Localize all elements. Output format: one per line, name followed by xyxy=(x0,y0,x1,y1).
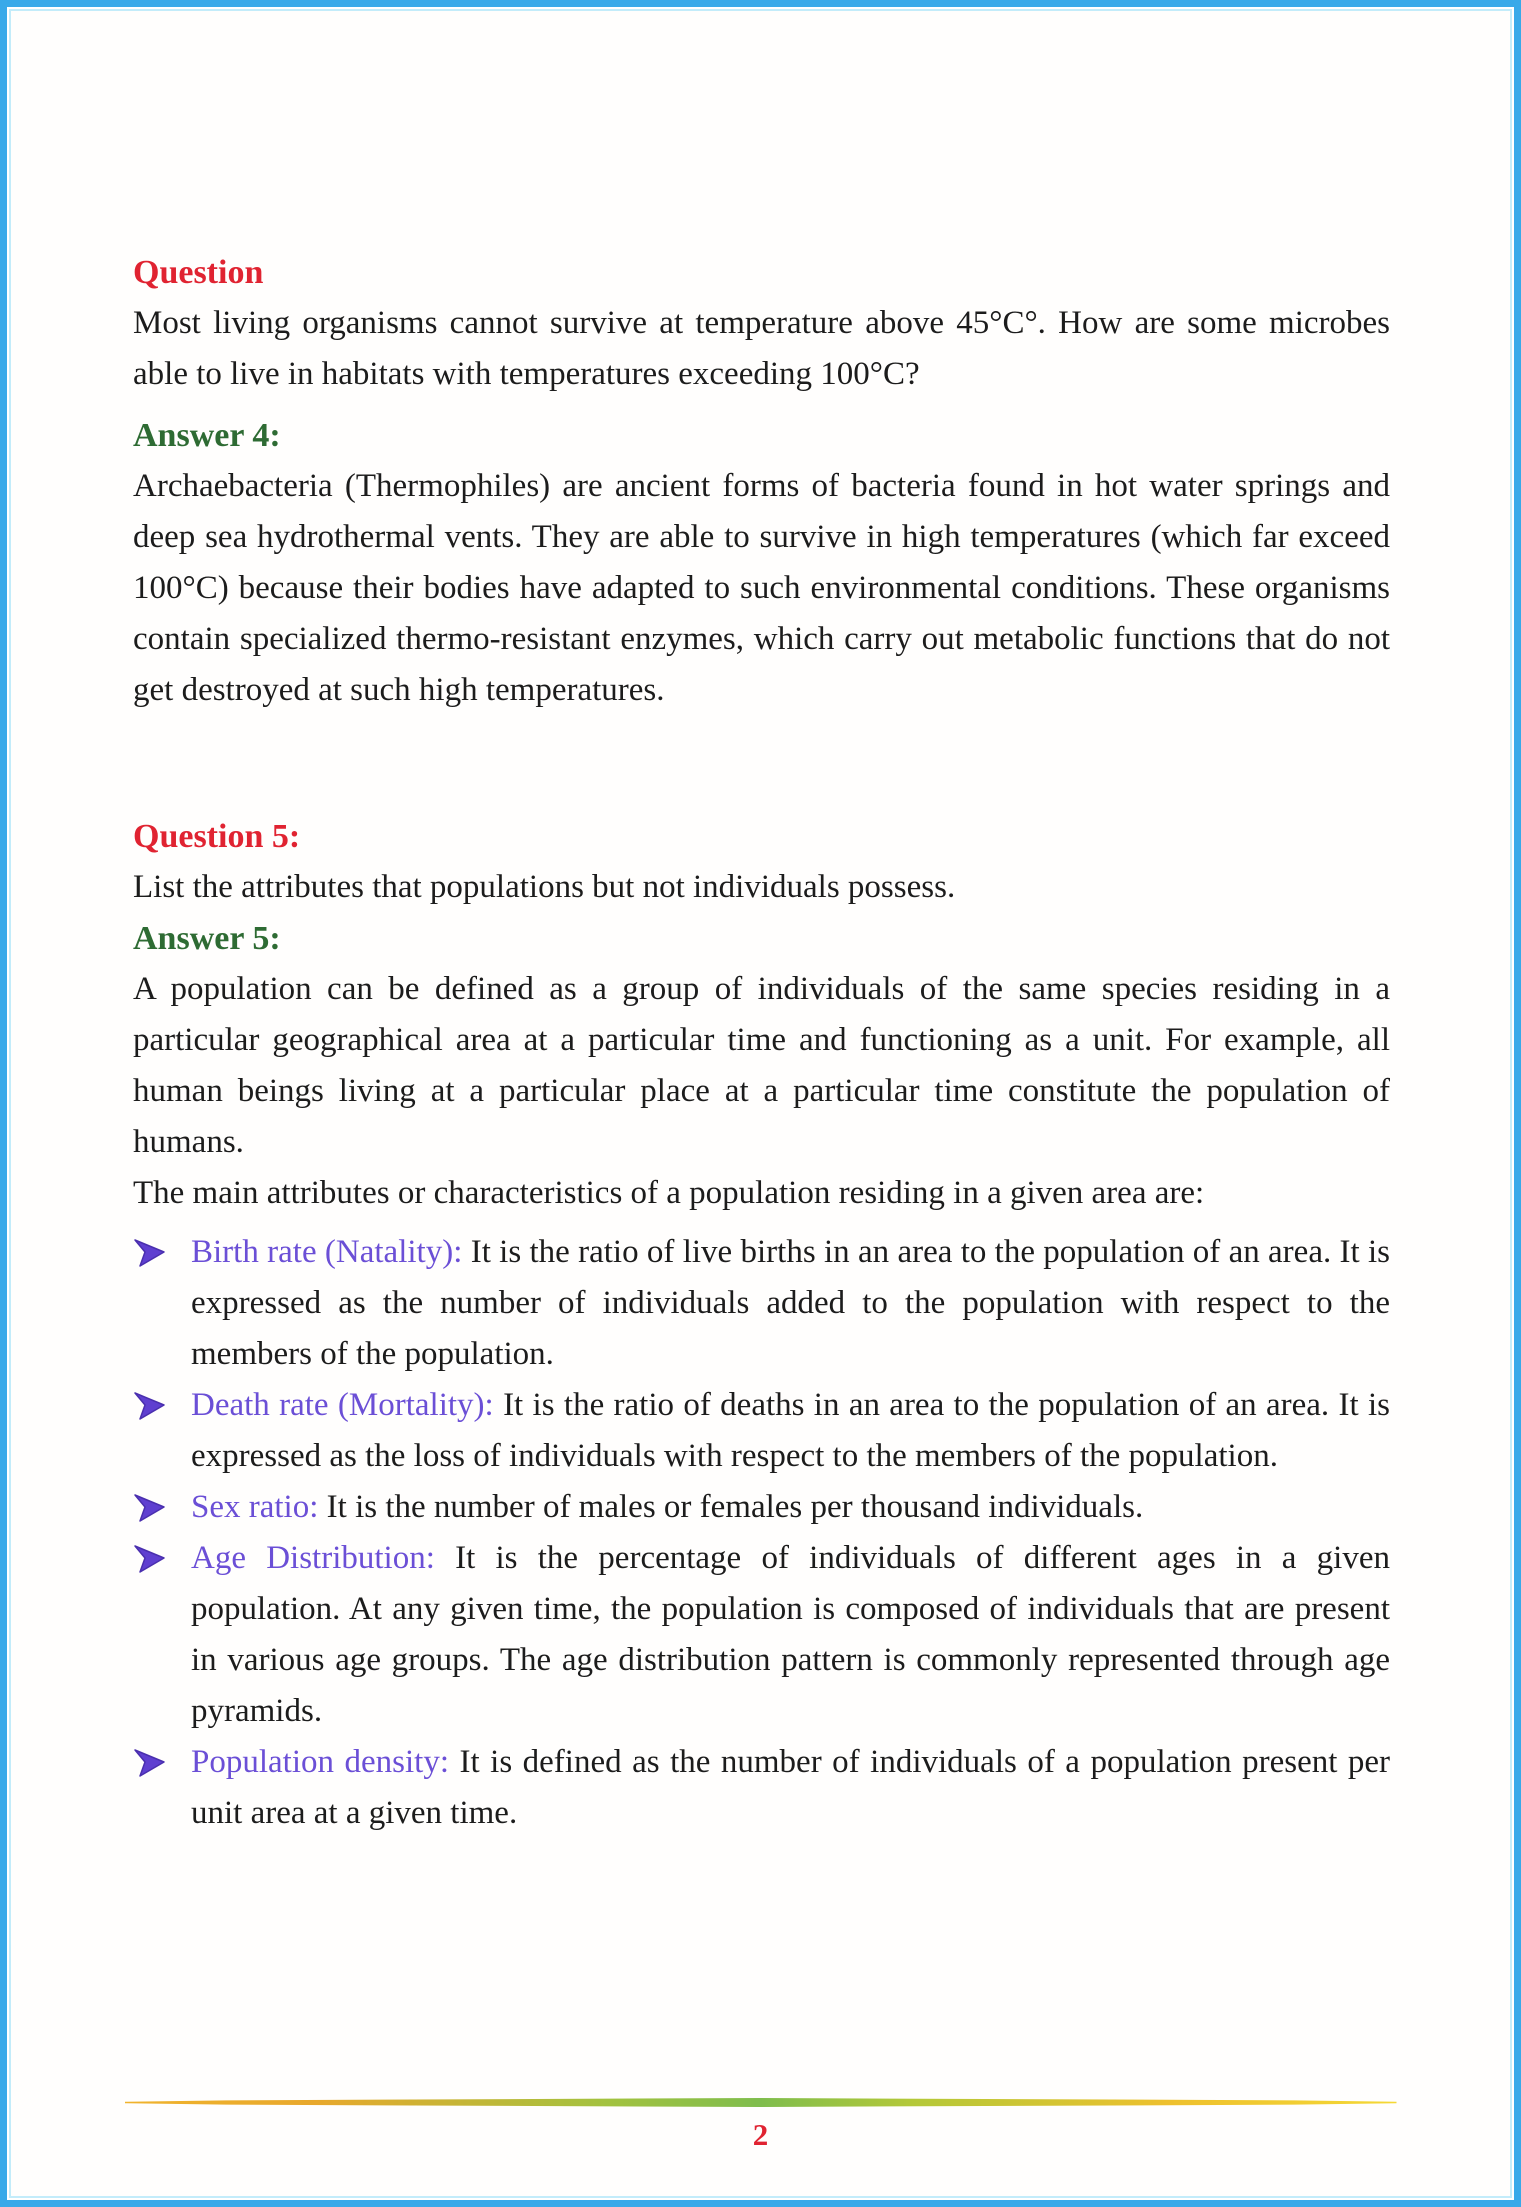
attribute-definition: It is defined as the number of individuals of a population present per unit area at a given time. xyxy=(191,1744,1391,1831)
list-item xyxy=(133,1482,1390,1533)
attribute-term: Population density: xyxy=(191,1744,449,1780)
arrowhead-bullet-icon xyxy=(133,1747,167,1779)
list-item xyxy=(133,1533,1390,1737)
page-footer xyxy=(7,2098,1514,2155)
attribute-definition: It is the ratio of deaths in an area to the population of an area. It is expressed as the loss of individuals with respect to the members of the population. xyxy=(191,1387,1391,1474)
attribute-definition: It is the ratio of live births in an area to the population of an area. It is expressed as the number of individuals added to the population with respect to the members of the population. xyxy=(191,1234,1391,1372)
page-content xyxy=(133,247,1390,1839)
attribute-definition: It is the percentage of individuals of different ages in a given population. At any given time, the population is composed of individuals that are present in various age groups. The age distribution pattern is commonly represented through age pyramids. xyxy=(191,1540,1390,1729)
answer-4-label: Answer 4: xyxy=(133,417,281,454)
answer-4-text: Archaebacteria (Thermophiles) are ancient forms of bacteria found in hot water springs and deep sea hydrothermal vents. They are able to survive in high temperatures (which far exceed 100°C) because their bodies have adapted to such environmental conditions. These organisms contain specialized thermo-resistant enzymes, which carry out metabolic functions that do not get destroyed at such high temperatures. xyxy=(133,468,1390,708)
question-4-label: Question xyxy=(133,254,264,291)
attributes-intro: The main attributes or characteristics of a population residing in a given area are: xyxy=(133,1175,1205,1211)
attributes-list xyxy=(133,1227,1390,1839)
question-5-text: List the attributes that populations but not individuals possess. xyxy=(133,869,956,905)
arrowhead-bullet-icon xyxy=(133,1492,167,1524)
page-number: 2 xyxy=(752,2117,769,2152)
arrowhead-bullet-icon xyxy=(133,1390,167,1422)
list-item xyxy=(133,1380,1390,1482)
attribute-term: Death rate (Mortality): xyxy=(191,1387,494,1423)
answer-5-label: Answer 5: xyxy=(133,920,281,957)
attribute-term: Age Distribution: xyxy=(191,1540,435,1576)
attribute-term: Birth rate (Natality): xyxy=(191,1234,463,1270)
attribute-definition: It is the number of males or females per thousand individuals. xyxy=(326,1489,1144,1525)
question-4-text: Most living organisms cannot survive at temperature above 45°C°. How are some microbes able to live in habitats with temperatures exceeding 100°C? xyxy=(133,305,1390,392)
attribute-term: Sex ratio: xyxy=(191,1489,319,1525)
list-item xyxy=(133,1227,1390,1380)
arrowhead-bullet-icon xyxy=(133,1543,167,1575)
list-item xyxy=(133,1737,1390,1839)
footer-divider xyxy=(125,2098,1397,2107)
question-5-label: Question 5: xyxy=(133,818,301,855)
answer-5-intro: A population can be defined as a group of individuals of the same species residing in a particular geographical area at a particular time and functioning as a unit. For example, all human beings living at a particular place at a particular time constitute the population of humans. xyxy=(133,971,1390,1160)
arrowhead-bullet-icon xyxy=(133,1237,167,1269)
